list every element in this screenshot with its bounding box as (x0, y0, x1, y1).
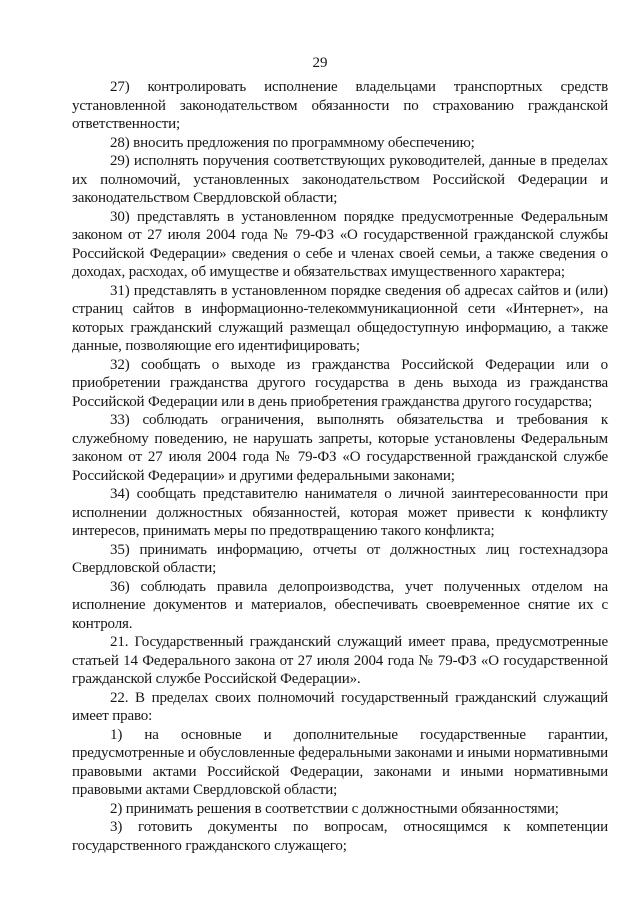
paragraph-item-36: 36) соблюдать правила делопроизводства, учет полученных отделом на исполнение документов и материалов, обеспечивать своевременное снятие их с контроля. (72, 578, 608, 632)
document-body (72, 78, 608, 855)
paragraph-right-3: 3) готовить документы по вопросам, относящимся к компетенции государственного гражданского служащего; (72, 819, 608, 854)
page-number: 29 (312, 55, 328, 71)
paragraph-item-33: 33) соблюдать ограничения, выполнять обязательства и требования к служебному поведению, не нарушать запреты, которые установлены Федеральным законом от 27 июля 2004 года № 79-ФЗ «О государственной гражданской службе Российской Федерации» и другими федеральными законами; (72, 412, 608, 484)
paragraph-item-28: 28) вносить предложения по программному обеспечению; (110, 134, 475, 151)
paragraph-item-30: 30) представлять в установленном порядке предусмотренные Федеральным законом от 27 июля 2004 года № 79-ФЗ «О государственной гражданской службы Российской Федерации» сведения о себе и членах своей семьи, а также сведения о доходах, расходах, об имуществе и обязательствах имущественного характера; (72, 208, 608, 280)
paragraph-item-29: 29) исполнять поручения соответствующих руководителей, данные в пределах их полномочий, установленных законодательством Российской Федерации и законодательством Свердловской области; (72, 153, 608, 206)
paragraph-item-31: 31) представлять в установленном порядке сведения об адресах сайтов и (или) страниц сайтов в информационно-телекоммуникационной сети «Интернет», на которых гражданский служащий размещал общедоступную информацию, а также данные, позволяющие его идентифицировать; (72, 282, 608, 354)
paragraph-item-34: 34) сообщать представителю нанимателя о личной заинтересованности при исполнении должностных обязанностей, которая может привести к конфликту интересов, принимать меры по предотвращению такого конфликта; (72, 486, 608, 539)
paragraph-right-2: 2) принимать решения в соответствии с должностными обязанностями; (110, 800, 559, 817)
paragraph-item-35: 35) принимать информацию, отчеты от должностных лиц гостехнадзора Свердловской области; (72, 541, 608, 576)
paragraph-item-32: 32) сообщать о выходе из гражданства Российской Федерации или о приобретении гражданства другого государства в день выхода из гражданства Российской Федерации или в день приобретения гражданства другого государства; (72, 356, 608, 410)
paragraph-right-1: 1) на основные и дополнительные государственные гарантии, предусмотренные и обусловленные федеральными законами и иными нормативными правовыми актами Российской Федерации, законами и иными нормативными правовыми актами Свердловской области; (72, 726, 608, 798)
paragraph-section-21: 21. Государственный гражданский служащий имеет права, предусмотренные статьей 14 Федерального закона от 27 июля 2004 года № 79-ФЗ «О государственной гражданской службе Российской Федерации». (72, 634, 608, 687)
paragraph-section-22: 22. В пределах своих полномочий государственный гражданский служащий имеет право: (72, 689, 608, 724)
paragraph-item-27: 27) контролировать исполнение владельцами транспортных средств установленной законодательством обязанности по страхованию гражданской ответственности; (72, 79, 608, 132)
